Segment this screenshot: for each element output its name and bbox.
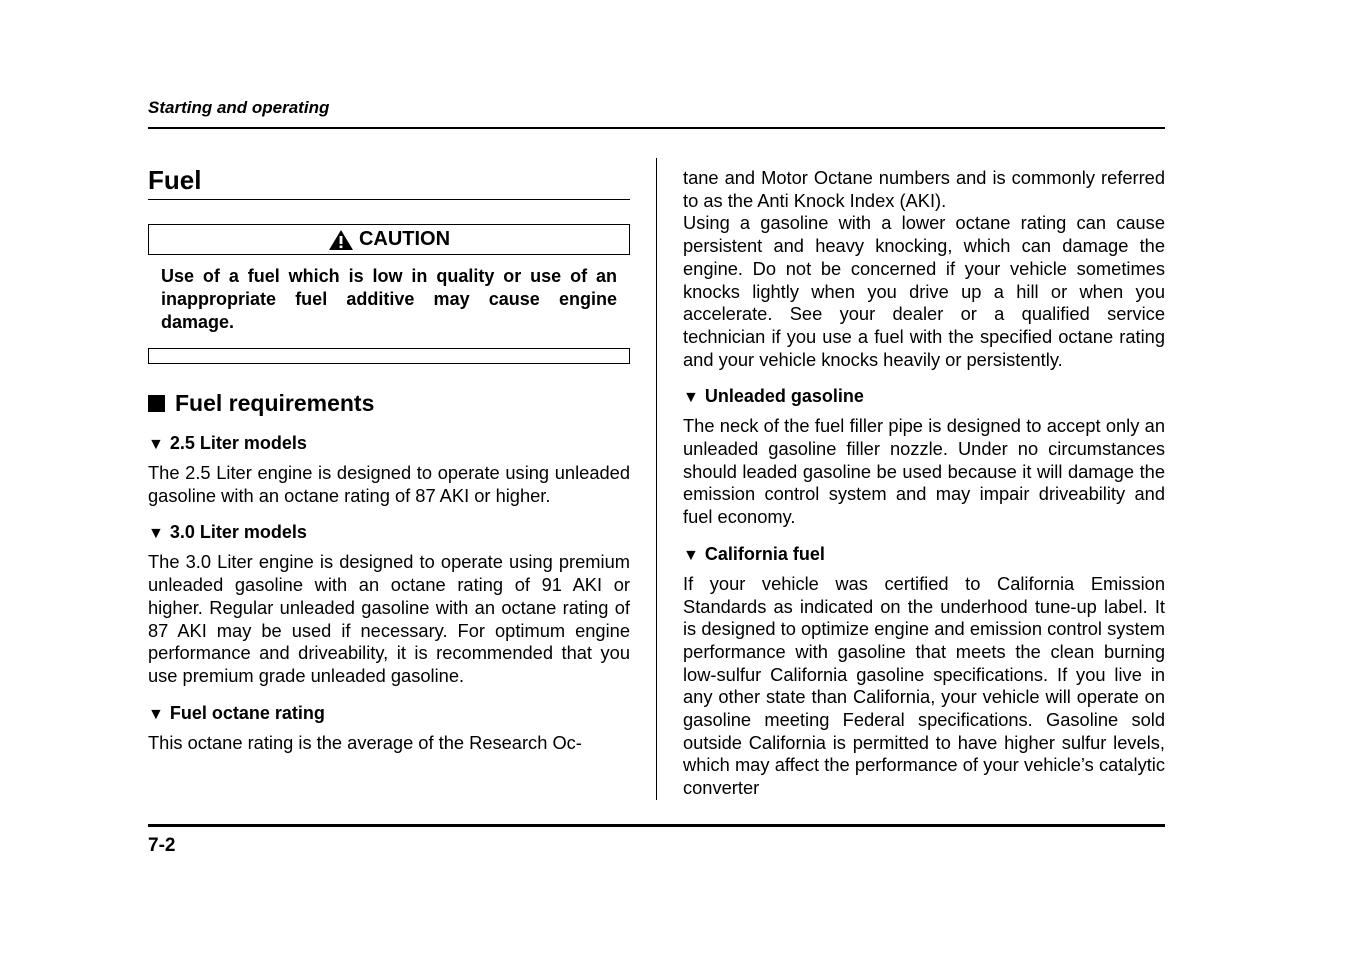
octane-heading (148, 702, 630, 726)
liter-25-heading-label: 2.5 Liter models (169, 433, 307, 453)
triangle-down-icon: ▼ (148, 705, 164, 723)
liter-30-text: The 3.0 Liter engine is designed to operate using premium unleaded gasoline with an octane rating of 91 AKI or higher. Regular unleaded gasoline with an octane rating of 87 AKI may be used if necessary. For optimum engine performance and driveability, it is recommended that you use premium grade unleaded gasoline. (148, 551, 630, 686)
left-column (148, 163, 630, 754)
octane-text-part3: Using a gasoline with a lower octane rating can cause persistent and heavy knocking, which can damage the engine. Do not be concerned if your vehicle sometimes knocks lightly when you drive up a hill or when you accelerate. See your dealer or a qualified service technician if you use a fuel with the specified octane rating and your vehicle knocks heavily or persistently. (683, 212, 1165, 370)
liter-30-heading-label: 3.0 Liter models (169, 522, 307, 543)
unleaded-heading (683, 385, 1165, 409)
california-text: If your vehicle was certified to California Emission Standards as indicated on the underhood tune-up label. It is designed to optimize engine and emission control system performance with gasoline that meets the clean burning low-sulfur California gasoline specifications. If you live in any other state than California, your vehicle will operate on gasoline meeting Federal specifications. Gasoline sold outside California is permitted to have higher sulfur levels, which may affect the performance of your vehicle’s catalytic converter (683, 572, 1165, 799)
liter-25-heading (148, 432, 630, 456)
liter-30-heading (148, 521, 630, 545)
octane-text-part1: This octane rating is the average of the Research Oc- (148, 731, 582, 753)
running-header: Starting and operating (148, 98, 330, 117)
fuel-requirements-title (148, 388, 630, 418)
liter-25-text: The 2.5 Liter engine is designed to operate using unleaded gasoline with an octane rating of 87 AKI or higher. (148, 462, 630, 506)
warning-triangle-icon (328, 229, 354, 251)
column-divider (656, 158, 657, 800)
right-column (683, 167, 1165, 800)
square-bullet-icon (148, 395, 165, 412)
page-number: 7-2 (148, 835, 176, 856)
triangle-down-icon: ▼ (148, 436, 164, 453)
caution-text: Use of a fuel which is low in quality or use of an inappropriate fuel additive may cause engine damage. (161, 266, 617, 332)
caution-end-bar (148, 348, 630, 364)
octane-heading-label: Fuel octane rating (169, 702, 325, 723)
caution-label: CAUTION (358, 228, 451, 250)
caution-header (148, 224, 630, 255)
header-rule (148, 127, 1165, 129)
triangle-down-icon: ▼ (148, 525, 164, 543)
octane-text-part2: tane and Motor Octane numbers and is commonly referred to as the Anti Knock Index (AKI). (683, 167, 1165, 211)
footer-rule (148, 824, 1165, 827)
triangle-down-icon: ▼ (683, 546, 699, 564)
section-title: Fuel (148, 163, 630, 200)
unleaded-heading-label: Unleaded gasoline (704, 386, 864, 407)
unleaded-text: The neck of the fuel filler pipe is designed to accept only an unleaded gasoline filler nozzle. Under no circumstances should leaded gasoline be used because it will damage the emission control system and may impair driveability and fuel economy. (683, 415, 1165, 528)
california-heading-label: California fuel (704, 543, 825, 564)
california-heading (683, 543, 1165, 567)
triangle-down-icon: ▼ (683, 389, 699, 407)
fuel-requirements-label: Fuel requirements (175, 390, 375, 416)
